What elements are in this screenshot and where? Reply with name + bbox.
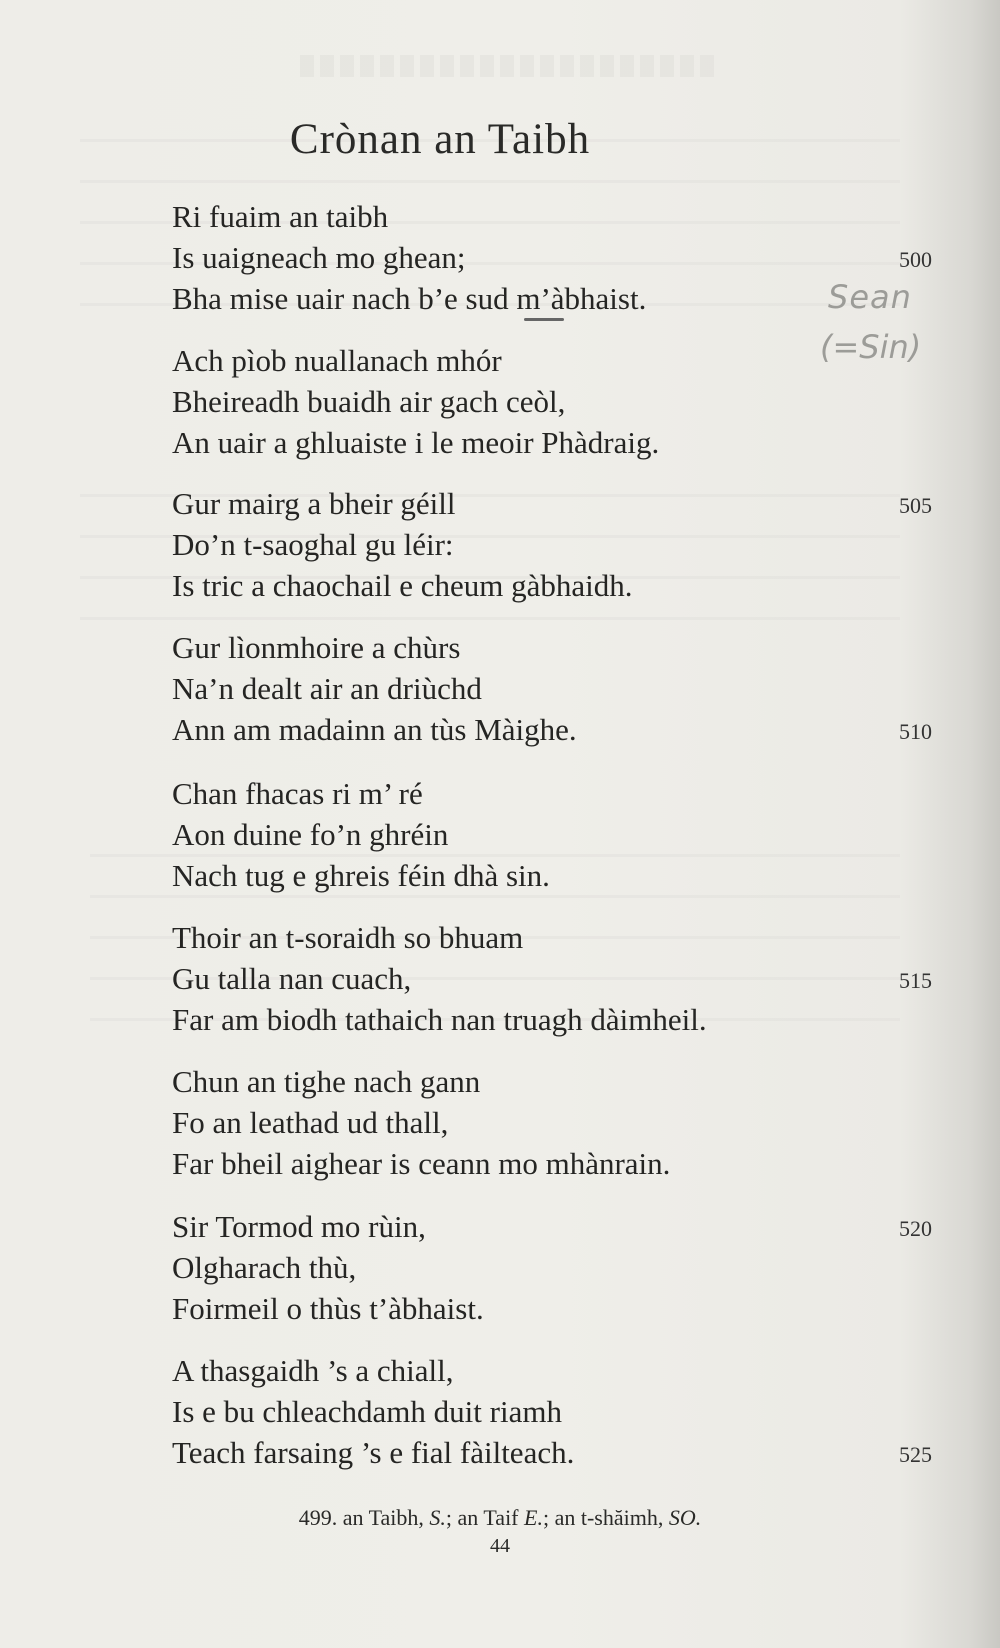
verse-line: [172, 1288, 932, 1329]
footnote: [0, 1505, 1000, 1531]
handwritten-annotation-word: Sean: [828, 278, 912, 316]
verse-line: [172, 483, 932, 524]
footnote-text: an Taibh,: [342, 1505, 424, 1530]
verse-line: [172, 1391, 932, 1432]
verse-line-text: Gu talla nan cuach,: [172, 961, 412, 996]
verse-line-text: Bha mise uair nach b’e sud m’àbhaist.: [172, 281, 647, 316]
stanza: [172, 340, 932, 463]
verse-line: [172, 999, 932, 1040]
verse-line-text: A thasgaidh ’s a chiall,: [172, 1353, 454, 1388]
verse-line: [172, 1143, 932, 1184]
verse-line: [172, 1061, 932, 1102]
verse-line-text: Chan fhacas ri m’ ré: [172, 776, 423, 811]
verse-line: [172, 1350, 932, 1391]
verse-line: [172, 668, 932, 709]
verse-line-text: Na’n dealt air an driùchd: [172, 671, 482, 706]
verse-line: [172, 196, 932, 237]
verse-line-text: Do’n t-saoghal gu léir:: [172, 527, 454, 562]
verse-line: [172, 1247, 932, 1288]
stanza: [172, 1206, 932, 1329]
verse-line-text: Fo an leathad ud thall,: [172, 1105, 449, 1140]
verse-line: [172, 340, 932, 381]
page-number: 44: [490, 1535, 510, 1557]
stanza: [172, 1350, 932, 1473]
verse-line-text: Ri fuaim an taibh: [172, 199, 389, 234]
verse-line-text: Aon duine fo’n ghréin: [172, 817, 449, 852]
verse-line: [172, 1206, 932, 1247]
verse-line: [172, 278, 932, 319]
footnote-source: S.: [429, 1505, 446, 1530]
verse-line-text: Olgharach thù,: [172, 1250, 357, 1285]
verse-line: [172, 855, 932, 896]
poem-title: Crònan an Taibh: [289, 116, 591, 163]
stanza: [172, 196, 932, 319]
footnote-number: 499.: [298, 1505, 338, 1530]
verse-line: [172, 381, 932, 422]
verse-line-text: Foirmeil o thùs t’àbhaist.: [172, 1291, 484, 1326]
verse-line-text: Far am biodh tathaich nan truagh dàimheil.: [172, 1002, 707, 1037]
stanza: [172, 1061, 932, 1184]
footnote-text: an t-shăimh,: [554, 1505, 664, 1530]
verse-line-text: Gur mairg a bheir géill: [172, 486, 456, 521]
verse-line: [172, 422, 932, 463]
verse-line-text: Ach pìob nuallanach mhór: [172, 343, 502, 378]
verse-line-text: An uair a ghluaiste i le meoir Phàdraig.: [172, 425, 660, 460]
verse-line: [172, 709, 932, 750]
verse-line: [172, 1432, 932, 1473]
verse-line-text: Teach farsaing ’s e fial fàilteach.: [172, 1435, 575, 1470]
verse-line: [172, 917, 932, 958]
verse-line: [172, 565, 932, 606]
verse-line-text: Sir Tormod mo rùin,: [172, 1209, 426, 1244]
stanza: [172, 773, 932, 896]
verse-line-text: Nach tug e ghreis féin dhà sin.: [172, 858, 550, 893]
verse-line: [172, 773, 932, 814]
footnote-text: an Taif: [457, 1505, 519, 1530]
pencil-underline: [524, 318, 564, 321]
stanza: [172, 917, 932, 1040]
verse-line-text: Is uaigneach mo ghean;: [172, 240, 466, 275]
verse-line: [172, 237, 932, 278]
verse-line: [172, 524, 932, 565]
verse-line: [172, 958, 932, 999]
line-number: 505: [899, 493, 932, 518]
verse-line: [172, 627, 932, 668]
verse-line-text: Thoir an t-soraidh so bhuam: [172, 920, 524, 955]
footnote-separator: ;: [445, 1505, 453, 1530]
line-number: 510: [899, 719, 932, 744]
stanza: [172, 483, 932, 606]
verse-line-text: Gur lìonmhoire a chùrs: [172, 630, 461, 665]
verse-line-text: Is tric a chaochail e cheum gàbhaidh.: [172, 568, 633, 603]
line-number: 500: [899, 247, 932, 272]
verse-line: [172, 814, 932, 855]
show-through-header: [300, 55, 720, 77]
stanza: [172, 627, 932, 750]
footnote-separator: ;: [542, 1505, 550, 1530]
verse-line-text: Is e bu chleachdamh duit riamh: [172, 1394, 562, 1429]
verse-line-text: Bheireadh buaidh air gach ceòl,: [172, 384, 566, 419]
line-number: 525: [899, 1442, 932, 1467]
verse-line-text: Ann am madainn an tùs Màighe.: [172, 712, 577, 747]
footnote-source: E.: [524, 1505, 543, 1530]
verse-line-text: Far bheil aighear is ceann mo mhànrain.: [172, 1146, 671, 1181]
footnote-source: SO.: [668, 1505, 702, 1530]
line-number: 520: [899, 1216, 932, 1241]
handwritten-annotation-note: (=Sin): [820, 328, 922, 366]
verse-line: [172, 1102, 932, 1143]
line-number: 515: [899, 968, 932, 993]
verse-line-text: Chun an tighe nach gann: [172, 1064, 481, 1099]
